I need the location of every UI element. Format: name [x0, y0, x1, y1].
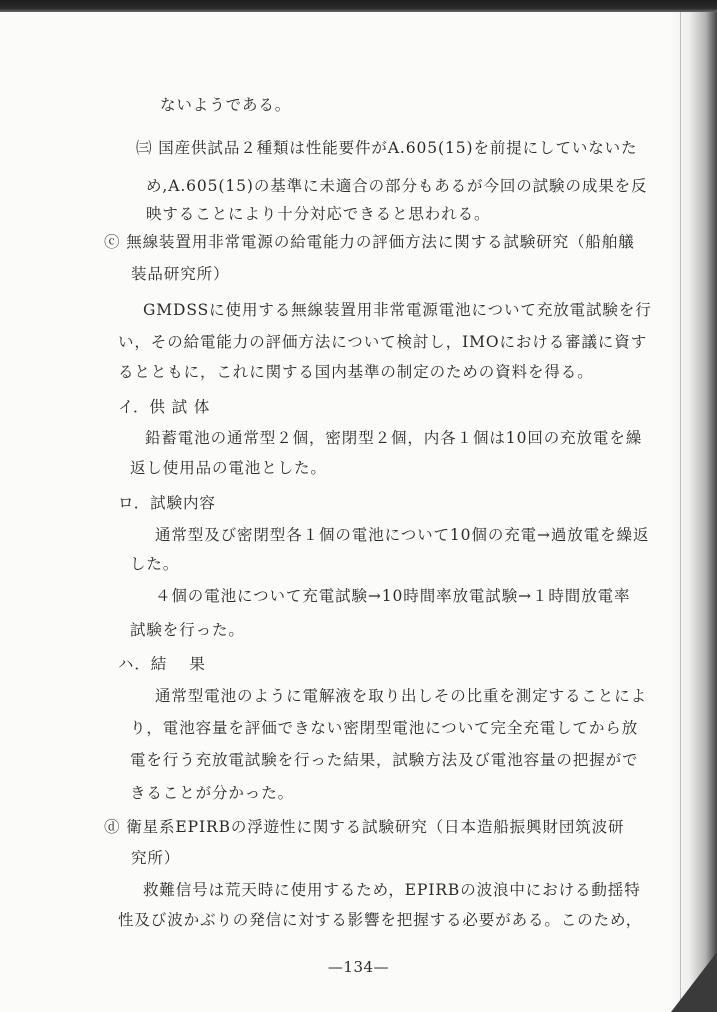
text-line: り，電池容量を評価できない密閉型電池について完全充電してから放: [130, 719, 639, 737]
text-line: 映することにより十分対応できると思われる。: [146, 205, 491, 223]
text-line: 試験を行った。: [130, 621, 245, 639]
scan-binding-line: [680, 12, 681, 1012]
text-line: ㈢ 国産供試品２種類は性能要件がA.605(15)を前提にしていないた: [136, 139, 638, 157]
text-line: 通常型電池のように電解液を取り出しその比重を測定することによ: [155, 687, 648, 705]
text-line: 返し使用品の電池とした。: [130, 459, 327, 477]
text-line: した。: [130, 555, 180, 573]
scan-right-edge: [671, 12, 717, 1012]
text-line: め,A.605(15)の基準に未適合の部分もあるが今回の試験の成果を反: [146, 177, 648, 195]
page-number: —134—: [327, 958, 390, 976]
text-line: ないようである。: [160, 96, 292, 114]
subsection-heading: イ．供 試 体: [118, 398, 211, 416]
section-heading: ⓒ 無線装置用非常電源の給電能力の評価方法に関する試験研究（船舶艤: [104, 233, 635, 251]
text-line: い，その給電能力の評価方法について検討し，IMOにおける審議に資す: [118, 333, 648, 351]
text-line: ４個の電池について充電試験→10時間率放電試験→１時間放電率: [155, 587, 631, 605]
subsection-heading: ハ．結 果: [118, 655, 206, 673]
text-line: 救難信号は荒天時に使用するため，EPIRBの波浪中における動揺特: [143, 881, 641, 899]
text-line: きることが分かった。: [130, 784, 295, 802]
text-line: 究所）: [131, 849, 181, 867]
text-line: 性及び波かぶりの発信に対する影響を把握する必要がある。このため，: [118, 911, 643, 929]
text-line: GMDSSに使用する無線装置用非常電源電池について充放電試験を行: [143, 301, 652, 319]
text-line: 装品研究所）: [131, 265, 230, 283]
text-line: 電を行う充放電試験を行った結果，試験方法及び電池容量の把握がで: [130, 751, 639, 769]
text-line: 鉛蓄電池の通常型２個，密閉型２個，内各１個は10回の充放電を繰: [145, 429, 643, 447]
section-heading: ⓓ 衛星系EPIRBの浮遊性に関する試験研究（日本造船振興財団筑波研: [104, 818, 625, 836]
text-line: 通常型及び密閉型各１個の電池について10個の充電→過放電を繰返: [155, 526, 650, 544]
scan-top-edge: [0, 0, 717, 12]
text-line: るとともに，これに関する国内基準の制定のための資料を得る。: [118, 363, 594, 381]
subsection-heading: ロ．試験内容: [118, 494, 216, 512]
